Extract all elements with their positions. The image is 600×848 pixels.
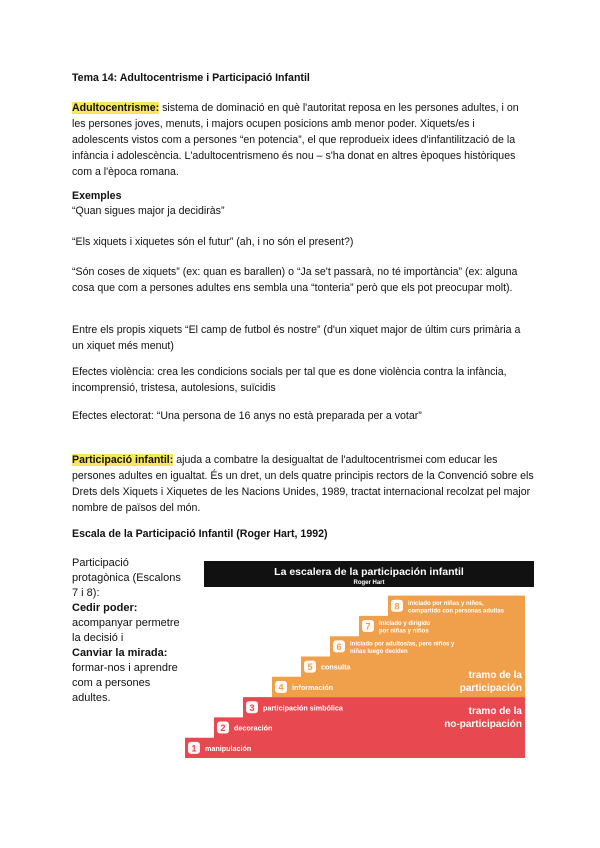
example-5: Efectes violència: crea les condicions socials per tal que es done violència contra la infància, incomprensió, tristesa, autolesions, suïcidis <box>72 366 507 394</box>
zone-participacion-line1: tramo de la <box>468 670 522 681</box>
step-6-label: niñas luego deciden <box>350 648 408 655</box>
page-title: Tema 14: Adultocentrisme i Participació Infantil <box>72 72 310 84</box>
step-7-label: por niñas y niños <box>379 628 429 635</box>
step-6-label: iniciado por adultos/as, pero niños y <box>350 641 455 648</box>
example-2: “Els xiquets i xiquetes són el futur” (ah, i no són el present?) <box>72 236 354 248</box>
ladder-title: La escalera de la participación infantil <box>274 566 464 578</box>
canviar-mirada-text: formar-nos i aprendre com a persones adultes. <box>72 662 178 704</box>
adultocentrisme-text: sistema de dominació en què l'autoritat reposa en les persones adultes, i on les persones joves, menuts, i majors ocupen posicions amb menor poder. Xiquets/es i adolescents vistos com a persones “en potencia”, el que reprodueix idees d'infantilització de la infància i adolescència. L'adultocentrismeno és nou – s'ha donat en altres èpoques històriques com a l'època romana. <box>72 102 519 178</box>
zone-no-participacion-line1: tramo de la <box>468 706 522 717</box>
step-3-label: participación simbólica <box>263 703 343 713</box>
zone-participacion-line2: participación <box>459 683 522 694</box>
step-7-number: 7 <box>365 621 371 632</box>
adultocentrisme-term: Adultocentrisme: <box>72 102 160 114</box>
participacio-term: Participació infantil: <box>72 454 174 466</box>
example-6: Efectes electorat: “Una persona de 16 anys no està preparada per a votar” <box>72 410 422 422</box>
step-8-label: compartido con personas adultas <box>408 608 505 615</box>
step-3-number: 3 <box>249 702 255 713</box>
cedir-poder-label: Cedir poder: <box>72 602 138 614</box>
step-2-number: 2 <box>220 723 226 734</box>
step-4-label: información <box>292 682 334 692</box>
sidebar-protagonica: Participació protagònica (Escalons 7 i 8): <box>72 557 181 599</box>
canviar-mirada-label: Canviar la mirada: <box>72 647 168 659</box>
step-5-label: consulta <box>321 662 351 672</box>
participation-ladder <box>180 555 540 765</box>
step-6-number: 6 <box>336 641 342 652</box>
example-4: Entre els propis xiquets “El camp de futbol és nostre” (d'un xiquet major de últim curs primària a un xiquet més menut) <box>72 324 521 352</box>
sidebar-notes <box>72 556 187 706</box>
step-7-label: iniciado y dirigido <box>379 621 431 628</box>
step-8-number: 8 <box>394 601 400 612</box>
example-3: “Són coses de xiquets” (ex: quan es barallen) o “Ja se't passarà, no té importància” (ex: alguna cosa que com a persones adultes ens sembla una “tonteria” però que els pot preocupar molt). <box>72 266 518 294</box>
participacio-text: ajuda a combatre la desigualtat de l'adultocentrismei com educar les persones adultes en igualtat. És un dret, un dels quatre principis rectors de la Convenció sobre els Drets dels Xiquets i Xiquetes de les Nacions Unides, 1989, tractat internacional recolzat pel major nombre de països del món. <box>72 454 534 514</box>
adultocentrisme-paragraph <box>72 100 534 180</box>
participacio-paragraph <box>72 452 534 516</box>
step-4-number: 4 <box>278 682 284 693</box>
ladder-subtitle: Roger Hart <box>353 580 385 586</box>
step-1-number: 1 <box>191 743 197 754</box>
step-5-number: 5 <box>307 662 313 673</box>
escala-heading: Escala de la Participació Infantil (Roger Hart, 1992) <box>72 528 328 540</box>
step-1-label: manipulación <box>205 743 252 753</box>
example-1: “Quan sigues major ja decidiràs” <box>72 205 225 217</box>
step-8-label: iniciado por niñas y niños, <box>408 600 484 607</box>
step-2-label: decoración <box>234 723 273 733</box>
examples-heading: Exemples <box>72 190 122 202</box>
zone-no-participacion-line2: no-participación <box>444 719 522 730</box>
cedir-poder-text: acompanyar permetre la decisió i <box>72 617 180 644</box>
